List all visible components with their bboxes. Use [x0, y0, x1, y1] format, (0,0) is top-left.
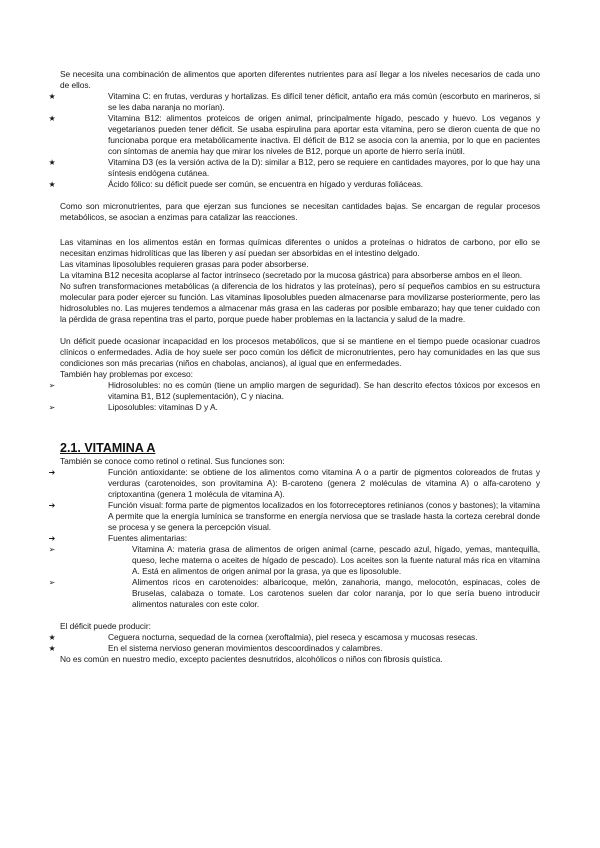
star-bullet-icon: ★ — [48, 180, 56, 189]
list-item: ★ Vitamina C: en frutas, verduras y hortalizas. Es difícil tener déficit, antaño era más común (escorbuto en marineros, si se les daba naranja no morían). — [60, 91, 540, 113]
arrow-bullet-icon: ➔ — [48, 501, 56, 510]
star-bullet-icon: ★ — [48, 114, 56, 123]
excess-intro: También hay problemas por exceso: — [60, 369, 193, 379]
star-bullet-icon: ★ — [48, 633, 56, 642]
deficit-intro: El déficit puede producir: — [60, 621, 151, 631]
vitamin-sources-list — [48, 91, 540, 190]
arrowhead-bullet-icon: ➢ — [48, 545, 56, 554]
list-item: ➢ Alimentos ricos en carotenoides: albaricoque, melón, zanahoria, mango, melocotón, espinacas, coles de Bruselas, calabaza o tomate. Los carotenos suelen dar color naranja, por lo que sería bueno introducir alimentos naturales con este color. — [60, 577, 540, 610]
arrowhead-bullet-icon: ➢ — [48, 403, 56, 412]
list-item: ★ En el sistema nervioso generan movimientos descoordinados y calambres. — [60, 643, 540, 654]
star-bullet-icon: ★ — [48, 92, 56, 101]
list-item: ➔ Función visual: forma parte de pigmentos localizados en los fotorreceptores retinianos (conos y bastones); la vitamina A permite que la energía lumínica se transforme en energía nerviosa que se traslade hasta la corteza cerebral donde se procesa y se genera la percepción visual. — [60, 500, 540, 533]
star-bullet-icon: ★ — [48, 644, 56, 653]
list-item: ➢ Vitamina A: materia grasa de alimentos de origen animal (carne, pescado azul, hígado, yemas, mantequilla, queso, leche materna o aceites de hígado de pescado). Los aceites son la fuente natural más rica en vitamina A. Está en alimentos de origen animal por la grasa, ya que es liposoluble. — [60, 544, 540, 577]
micronutrients-paragraph: Como son micronutrientes, para que ejerzan sus funciones se necesitan cantidades bajas. Se encargan de regular procesos metabólicos, se asocian a enzimas para catalizar las reacciones. — [60, 201, 540, 222]
vitamin-a-functions-list — [48, 467, 540, 544]
section-heading: 2.1. VITAMINA A — [60, 441, 156, 455]
closing-paragraph: No es común en nuestro medio, excepto pacientes desnutridos, alcohólicos o niños con fibrosis quística. — [60, 654, 443, 664]
list-item: ➔ Función antioxidante: se obtiene de los alimentos como vitamina A o a partir de pigmentos coloreados de frutas y verduras (carotenoides, son provitamina A): B-caroteno (genera 2 moléculas de vitamina A) o alfa-caroteno y criptoxantina (genera 1 molécula de vitamina A). — [60, 467, 540, 500]
deficit-effects-list — [48, 632, 540, 654]
list-item: ★ Ácido fólico: su déficit puede ser común, se encuentra en hígado y verduras foliáceas. — [60, 179, 540, 190]
absorption-paragraph-3: La vitamina B12 necesita acoplarse al factor intrínseco (secretado por la mucosa gástrica) para absorberse ambos en el íleon. — [60, 270, 523, 280]
absorption-paragraph-2: Las vitaminas liposolubles requieren grasas para poder absorberse. — [60, 259, 309, 269]
arrowhead-bullet-icon: ➢ — [48, 381, 56, 390]
star-bullet-icon: ★ — [48, 158, 56, 167]
list-item: ➢ Hidrosolubles: no es común (tiene un amplio margen de seguridad). Se han descrito efectos tóxicos por excesos en vitamina B1, B12 (suplementación), C y niacina. — [60, 380, 540, 402]
list-item: ➢ Liposolubles: vitaminas D y A. — [60, 402, 540, 413]
arrow-bullet-icon: ➔ — [48, 468, 56, 477]
excess-list — [48, 380, 540, 413]
list-item: ★ Vitamina D3 (es la versión activa de la D): similar a B12, pero se requiere en cantidades mayores, por lo que hay una síntesis endógena cutánea. — [60, 157, 540, 179]
list-item: ★ Vitamina B12: alimentos proteicos de origen animal, principalmente hígado, pescado y huevo. Los veganos y vegetarianos pueden tener déficit. Se usaba espirulina para aportar esta vitamina, pero se dieron cuenta de que no funcionaba porque era metabólicamente inactiva. El déficit de B12 se asocia con la anemia, por lo que en pacientes con síntomas de anemia hay que mirar los niveles de B12, porque un aporte de hierro sería inútil. — [60, 113, 540, 157]
food-sources-list — [48, 544, 540, 610]
intro-paragraph: Se necesita una combinación de alimentos que aporten diferentes nutrientes para así llegar a los niveles necesarios de cada uno de ellos. — [60, 69, 540, 90]
absorption-paragraph-4: No sufren transformaciones metabólicas (a diferencia de los hidratos y las proteínas), pero sí pequeños cambios en su estructura molecular para poder ejercer su función. Las vitaminas liposolubles pueden almacenarse para movilizarse posteriormente, pero las hidrosolubles no. Las mujeres tendemos a almacenar más grasa en las caderas por posible embarazo; hay que tener cuidado con la pérdida de grasa repentina tras el parto, porque puede haber problemas en la lactancia y salud de la madre. — [60, 281, 540, 324]
arrow-bullet-icon: ➔ — [48, 534, 56, 543]
vitamin-a-intro: También se conoce como retinol o retinal. Sus funciones son: — [60, 456, 285, 466]
absorption-paragraph-1: Las vitaminas en los alimentos están en formas químicas diferentes o unidos a proteínas o hidratos de carbono, por ello se necesitan enzimas hidrolíticas que las liberen y así puedan ser absorbidas en el intestino delgado. — [60, 237, 540, 258]
arrowhead-bullet-icon: ➢ — [48, 578, 56, 587]
deficit-paragraph: Un déficit puede ocasionar incapacidad en los procesos metabólicos, que si se mantiene en el tiempo puede ocasionar cuadros clínicos o enfermedades. Adía de hoy suele ser poco común los déficit de micronutrientes, pero hay comunidades en las que sus condiciones son más precarias (niños en chabolas, ancianos), al igual que en enfermedades. — [60, 336, 540, 368]
list-item: ➔ Fuentes alimentarias: — [60, 533, 540, 544]
list-item: ★ Ceguera nocturna, sequedad de la cornea (xeroftalmia), piel reseca y escamosa y mucosas resecas. — [60, 632, 540, 643]
